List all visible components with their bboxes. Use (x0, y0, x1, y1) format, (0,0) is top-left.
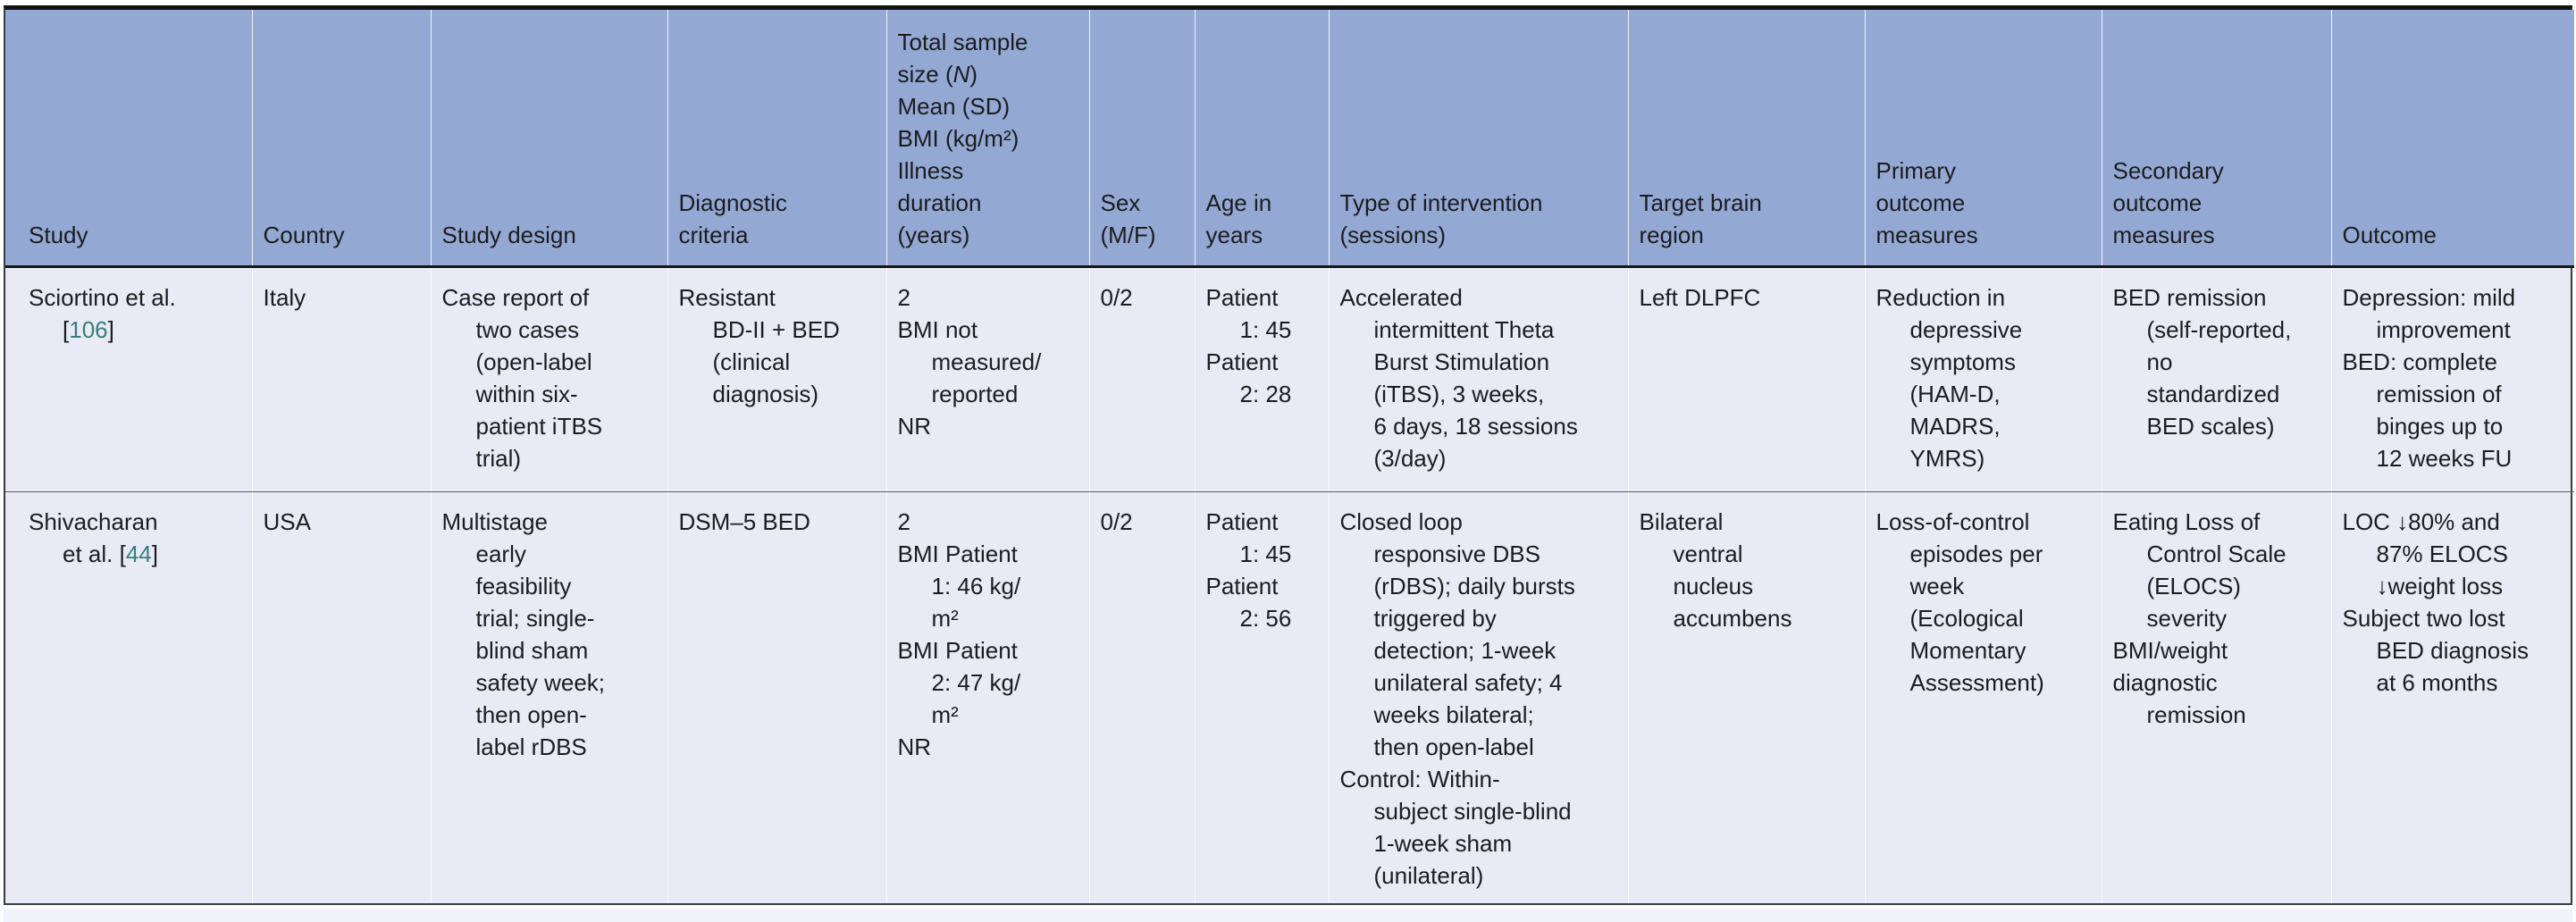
cell-line: BMI Patient (897, 540, 1018, 567)
cell-line: Italy (263, 283, 306, 311)
cell-line: MADRS, (1909, 412, 2001, 440)
cell-line: reported (931, 380, 1019, 407)
column-header-country (252, 10, 431, 266)
cell-line: remission (2146, 700, 2246, 728)
header-line: Secondary (2112, 156, 2224, 184)
cell-age (1195, 491, 1329, 903)
header-line: (sessions) (1339, 221, 1446, 248)
cell-line: LOC ↓80% and (2342, 507, 2500, 535)
cell-line: diagnostic (2112, 668, 2218, 696)
header-line: Total sample (897, 28, 1028, 55)
column-header-sample (886, 10, 1089, 266)
cell-line: accumbens (1673, 604, 1792, 632)
cell-line: Case report of (441, 283, 590, 311)
cell-line: Patient (1205, 283, 1279, 311)
bottom-margin-strip (4, 909, 2572, 922)
cell-line: 1: 45 (1239, 540, 1292, 567)
citation-link[interactable]: 106 (69, 315, 108, 343)
cell-primary (1865, 266, 2102, 491)
cell-line: Momentary (1909, 636, 2026, 664)
column-header-intervention (1329, 10, 1628, 266)
review-table (5, 10, 2574, 903)
cell-line: improvement (2376, 315, 2511, 343)
cell-design (431, 266, 667, 491)
cell-line: unilateral safety; 4 (1373, 668, 1563, 696)
cell-line: Eating Loss of (2112, 507, 2261, 535)
cell-line: (unilateral) (1373, 861, 1484, 889)
cell-sex (1089, 266, 1195, 491)
cell-line: BED: complete (2342, 348, 2497, 375)
cell-line: safety week; (475, 668, 606, 696)
cell-line: early (475, 540, 526, 567)
column-header-study (5, 10, 252, 266)
cell-line: Control: Within- (1339, 765, 1500, 792)
cell-line: (self-reported, (2146, 315, 2292, 343)
cell-line: subject single-blind (1373, 797, 1572, 825)
header-line: size (N) (897, 60, 978, 88)
header-line: outcome (2112, 189, 2203, 216)
citation-link[interactable]: 44 (125, 540, 152, 567)
cell-line: USA (263, 507, 311, 535)
cell-line: (open-label (475, 348, 592, 375)
cell-line: (ELOCS) (2146, 572, 2241, 599)
column-header-age (1195, 10, 1329, 266)
cell-outcome (2331, 491, 2574, 903)
cell-line: Closed loop (1339, 507, 1463, 535)
header-line: Study (29, 221, 88, 248)
cell-line: 2: 56 (1239, 604, 1292, 632)
cell-line: then open- (475, 700, 587, 728)
cell-line: severity (2146, 604, 2228, 632)
cell-intervention (1329, 491, 1628, 903)
cell-line: 0/2 (1100, 283, 1133, 311)
cell-line: (3/day) (1373, 444, 1447, 472)
cell-line: 6 days, 18 sessions (1373, 412, 1578, 440)
header-line: Sex (1100, 189, 1141, 216)
cell-country (252, 491, 431, 903)
cell-line: Multistage (441, 507, 548, 535)
header-line: outcome (1875, 189, 1966, 216)
cell-line: label rDBS (475, 733, 587, 760)
cell-criteria (667, 266, 886, 491)
cell-line: (Ecological (1909, 604, 2024, 632)
cell-line: within six- (475, 380, 578, 407)
header-line: Illness (897, 156, 964, 184)
header-line: criteria (678, 221, 749, 248)
header-line: Mean (SD) (897, 92, 1011, 120)
cell-line: Shivacharan (29, 507, 158, 535)
column-header-sex (1089, 10, 1195, 266)
cell-line: BED scales) (2146, 412, 2275, 440)
cell-sample (886, 491, 1089, 903)
cell-line: Assessment) (1909, 668, 2044, 696)
header-line: measures (1875, 221, 1978, 248)
cell-line: Reduction in (1875, 283, 2006, 311)
cell-line: week (1909, 572, 1965, 599)
cell-line: (HAM-D, (1909, 380, 2001, 407)
header-line: Outcome (2342, 221, 2437, 248)
cell-line: remission of (2376, 380, 2502, 407)
cell-line: ventral (1673, 540, 1743, 567)
cell-line: 0/2 (1100, 507, 1133, 535)
cell-line: feasibility (475, 572, 572, 599)
cell-intervention (1329, 266, 1628, 491)
cell-line: episodes per (1909, 540, 2043, 567)
cell-line: triggered by (1373, 604, 1497, 632)
cell-line: Left DLPFC (1639, 283, 1761, 311)
header-line: years (1205, 221, 1263, 248)
cell-line: et al. [44] (63, 540, 158, 567)
cell-line: 2: 28 (1239, 380, 1292, 407)
cell-line: DSM–5 BED (678, 507, 810, 535)
cell-line: 1-week sham (1373, 829, 1513, 857)
cell-line: [106] (63, 315, 114, 343)
column-header-secondary (2102, 10, 2331, 266)
cell-line: 12 weeks FU (2376, 444, 2513, 472)
header-line: Primary (1875, 156, 1957, 184)
cell-line: ↓weight loss (2376, 572, 2504, 599)
cell-sex (1089, 491, 1195, 903)
cell-line: YMRS) (1909, 444, 1985, 472)
cell-line: no (2146, 348, 2173, 375)
cell-line: Loss-of-control (1875, 507, 2030, 535)
cell-study (5, 491, 252, 903)
column-header-criteria (667, 10, 886, 266)
cell-line: intermittent Theta (1373, 315, 1555, 343)
cell-secondary (2102, 491, 2331, 903)
cell-line: two cases (475, 315, 580, 343)
cell-age (1195, 266, 1329, 491)
cell-line: diagnosis) (712, 380, 819, 407)
header-line: duration (897, 189, 982, 216)
cell-country (252, 266, 431, 491)
header-line: (M/F) (1100, 221, 1156, 248)
cell-line: NR (897, 733, 932, 760)
cell-line: Patient (1205, 572, 1279, 599)
cell-line: weeks bilateral; (1373, 700, 1534, 728)
cell-line: Bilateral (1639, 507, 1724, 535)
cell-outcome (2331, 266, 2574, 491)
cell-line: BD-II + BED (712, 315, 840, 343)
header-line: region (1639, 221, 1704, 248)
header-line: Diagnostic (678, 189, 787, 216)
cell-line: BED remission (2112, 283, 2267, 311)
header-line: BMI (kg/m²) (897, 124, 1019, 152)
cell-line: responsive DBS (1373, 540, 1540, 567)
cell-primary (1865, 491, 2102, 903)
table-row (5, 491, 2574, 903)
cell-line: measured/ (931, 348, 1042, 375)
cell-line: (clinical (712, 348, 791, 375)
cell-line: patient iTBS (475, 412, 603, 440)
review-table-frame (4, 5, 2572, 905)
table-body (5, 266, 2574, 903)
header-line: Country (263, 221, 345, 248)
cell-line: Depression: mild (2342, 283, 2516, 311)
cell-line: (iTBS), 3 weeks, (1373, 380, 1545, 407)
cell-line: symptoms (1909, 348, 2016, 375)
column-header-primary (1865, 10, 2102, 266)
cell-line: trial) (475, 444, 522, 472)
cell-line: 2 (897, 507, 910, 535)
cell-target (1628, 491, 1865, 903)
cell-line: 1: 46 kg/ (931, 572, 1021, 599)
cell-line: BMI/weight (2112, 636, 2228, 664)
cell-target (1628, 266, 1865, 491)
cell-line: NR (897, 412, 932, 440)
cell-study (5, 266, 252, 491)
cell-line: 2: 47 kg/ (931, 668, 1021, 696)
cell-line: Burst Stimulation (1373, 348, 1550, 375)
cell-line: BED diagnosis (2376, 636, 2530, 664)
cell-line: Control Scale (2146, 540, 2287, 567)
header-line: Study design (441, 221, 576, 248)
cell-line: at 6 months (2376, 668, 2498, 696)
cell-sample (886, 266, 1089, 491)
header-line: Age in (1205, 189, 1272, 216)
header-line: Type of intervention (1339, 189, 1543, 216)
cell-line: Accelerated (1339, 283, 1463, 311)
cell-line: standardized (2146, 380, 2280, 407)
cell-line: m² (931, 700, 959, 728)
cell-line: 1: 45 (1239, 315, 1292, 343)
cell-line: trial; single- (475, 604, 595, 632)
cell-line: binges up to (2376, 412, 2504, 440)
cell-line: 2 (897, 283, 910, 311)
cell-line: detection; 1-week (1373, 636, 1557, 664)
header-line: (years) (897, 221, 970, 248)
cell-line: blind sham (475, 636, 589, 664)
cell-line: (rDBS); daily bursts (1373, 572, 1575, 599)
header-line: Target brain (1639, 189, 1762, 216)
cell-line: then open-label (1373, 733, 1534, 760)
column-header-target (1628, 10, 1865, 266)
cell-line: depressive (1909, 315, 2023, 343)
cell-line: Subject two lost (2342, 604, 2505, 632)
column-header-design (431, 10, 667, 266)
cell-design (431, 491, 667, 903)
column-header-outcome (2331, 10, 2574, 266)
table-row (5, 266, 2574, 491)
cell-line: Patient (1205, 507, 1279, 535)
cell-line: nucleus (1673, 572, 1754, 599)
cell-line: 87% ELOCS (2376, 540, 2508, 567)
cell-line: m² (931, 604, 959, 632)
header-line: measures (2112, 221, 2215, 248)
header-row (5, 10, 2574, 266)
cell-secondary (2102, 266, 2331, 491)
cell-line: Resistant (678, 283, 776, 311)
cell-criteria (667, 491, 886, 903)
cell-line: Patient (1205, 348, 1279, 375)
cell-line: Sciortino et al. (29, 283, 176, 311)
cell-line: BMI not (897, 315, 978, 343)
cell-line: BMI Patient (897, 636, 1018, 664)
